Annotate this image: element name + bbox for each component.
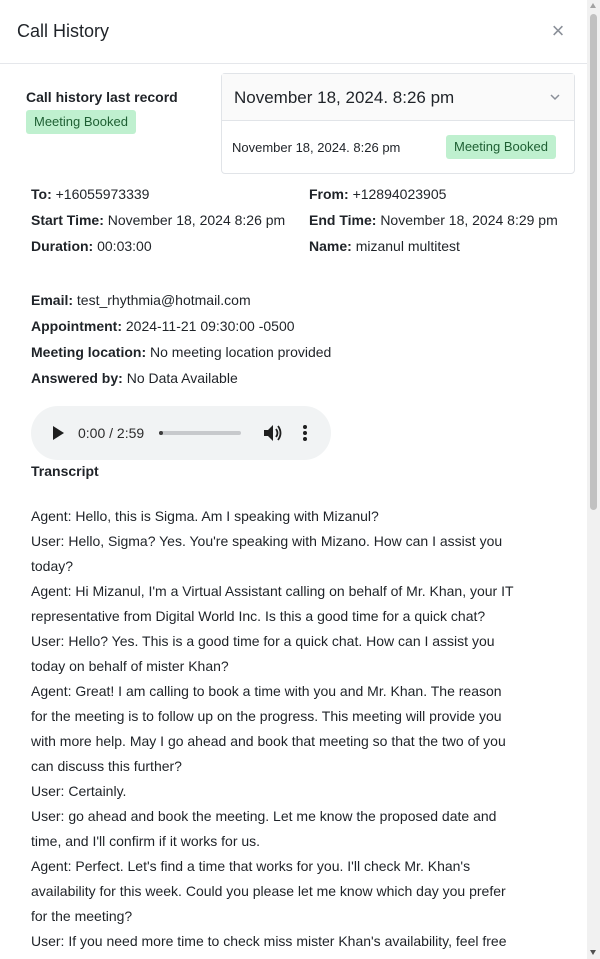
email-value: test_rhythmia@hotmail.com [76, 292, 251, 308]
audio-player [31, 406, 331, 460]
dialog-header [0, 0, 587, 64]
transcript-line: with more help. May I go ahead and book that meeting so that the two of you [31, 733, 506, 749]
dialog-title: Call History [17, 21, 110, 41]
select-option[interactable] [222, 122, 574, 174]
select-current-value-text: November 18, 2024. 8:26 pm [234, 88, 455, 107]
transcript-line: User: go ahead and book the meeting. Let me know the proposed date and [31, 808, 497, 824]
transcript-line: User: Hello? Yes. This is a good time for a quick chat. How can I assist you [31, 633, 495, 649]
name-field [309, 238, 460, 254]
audio-seek-bar[interactable] [159, 431, 241, 435]
select-option-label: November 18, 2024. 8:26 pm [232, 140, 401, 155]
transcript-line: User: Hello, Sigma? Yes. You're speaking with Mizano. How can I assist you [31, 533, 503, 549]
chevron-down-icon [548, 87, 562, 107]
name-label: Name: [309, 238, 352, 254]
transcript-line: today? [31, 558, 74, 574]
answered-by-label: Answered by: [31, 370, 123, 386]
transcript-line: time, and I'll confirm if it works for us. [31, 833, 261, 849]
transcript-line: availability for this week. Could you please let me know which day you prefer [31, 883, 506, 899]
audio-time: 0:00 / 2:59 [78, 425, 145, 441]
scroll-up-arrow-icon[interactable] [590, 3, 596, 8]
appointment-value: 2024-11-21 09:30:00 -0500 [125, 318, 295, 334]
meeting-location-label: Meeting location: [31, 344, 147, 360]
duration-value: 00:03:00 [97, 238, 152, 254]
from-label: From: [309, 186, 349, 202]
end-time-label: End Time: [309, 212, 377, 228]
duration-label: Duration: [31, 238, 94, 254]
transcript-line: representative from Digital World Inc. Is this a good time for a quick chat? [31, 608, 486, 624]
answered-by-value: No Data Available [126, 370, 238, 386]
from-field [309, 186, 446, 202]
transcript-line: Agent: Great! I am calling to book a time with you and Mr. Khan. The reason [31, 683, 502, 699]
transcript-line: today on behalf of mister Khan? [31, 658, 229, 674]
email-field [31, 292, 251, 308]
status-badge: Meeting Booked [26, 110, 136, 134]
audio-seek-progress [159, 431, 163, 435]
close-icon[interactable]: × [551, 18, 565, 43]
last-record-label: Call history last record [26, 89, 178, 105]
email-label: Email: [31, 292, 74, 308]
from-value: +12894023905 [352, 186, 447, 202]
appointment-field [31, 318, 295, 334]
meeting-location-field [31, 344, 331, 360]
start-time-value: November 18, 2024 8:26 pm [107, 212, 286, 228]
call-record-select[interactable] [221, 73, 575, 174]
select-current-value[interactable] [222, 74, 574, 121]
name-value: mizanul multitest [355, 238, 460, 254]
appointment-label: Appointment: [31, 318, 122, 334]
transcript-line: for the meeting is to follow up on the progress. This meeting will provide you [31, 708, 502, 724]
option-status-badge: Meeting Booked [446, 135, 556, 159]
scroll-down-arrow-icon[interactable] [590, 950, 596, 955]
transcript-line: User: If you need more time to check miss mister Khan's availability, feel free [31, 933, 507, 949]
transcript-line: Agent: Perfect. Let's find a time that works for you. I'll check Mr. Khan's [31, 858, 471, 874]
duration-field [31, 238, 152, 254]
transcript-line: Agent: Hello, this is Sigma. Am I speaking with Mizanul? [31, 508, 379, 524]
to-value: +16055973339 [55, 186, 150, 202]
play-icon[interactable] [51, 425, 65, 441]
transcript-line: User: Certainly. [31, 783, 127, 799]
transcript-line: can discuss this further? [31, 758, 182, 774]
scrollbar[interactable] [587, 0, 600, 959]
to-field [31, 186, 149, 202]
transcript-title: Transcript [31, 463, 99, 479]
answered-by-field [31, 370, 238, 386]
start-time-label: Start Time: [31, 212, 104, 228]
meeting-location-value: No meeting location provided [150, 344, 332, 360]
transcript-line: for the meeting? [31, 908, 133, 924]
start-time-field [31, 212, 285, 228]
volume-icon[interactable] [263, 424, 283, 442]
scrollbar-thumb[interactable] [590, 14, 597, 510]
to-label: To: [31, 186, 52, 202]
transcript-line: Agent: Hi Mizanul, I'm a Virtual Assistant calling on behalf of Mr. Khan, your IT [31, 583, 514, 599]
transcript-body [31, 504, 561, 954]
more-vertical-icon[interactable] [299, 423, 311, 443]
end-time-value: November 18, 2024 8:29 pm [380, 212, 558, 228]
end-time-field [309, 212, 558, 228]
